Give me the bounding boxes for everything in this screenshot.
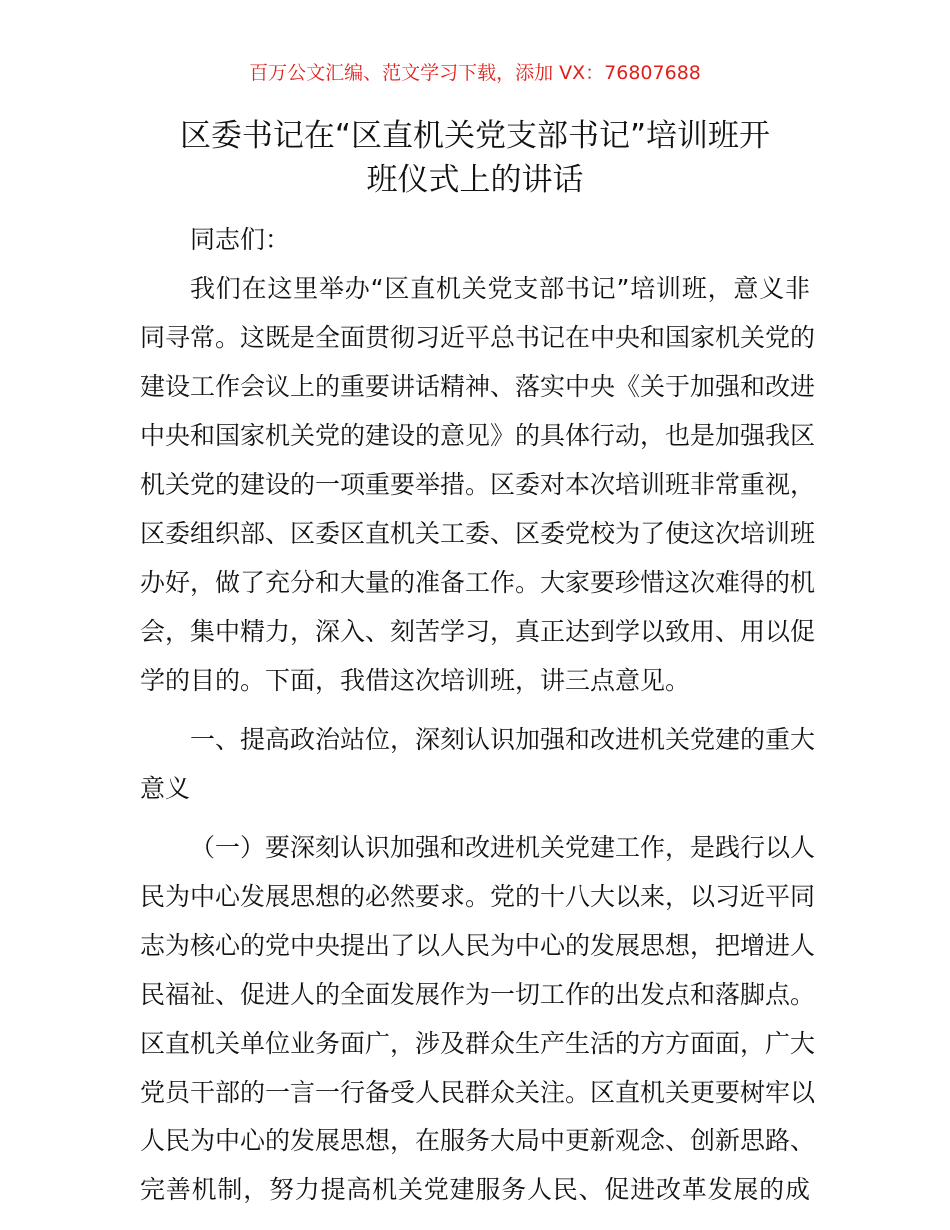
- body-line: 建设工作会议上的重要讲话精神、落实中央《关于加强和改进: [140, 372, 816, 401]
- body-line: 志为核心的党中央提出了以人民为中心的发展思想，把增进人: [140, 931, 816, 960]
- section-heading: 一、提高政治站位，深刻认识加强和改进机关党建的重大: [190, 725, 816, 754]
- body-line: 完善机制，努力提高机关党建服务人民、促进改革发展的成: [140, 1175, 810, 1204]
- body-line: 会，集中精力，深入、刻苦学习，真正达到学以致用、用以促: [140, 617, 816, 646]
- body-line: 办好，做了充分和大量的准备工作。大家要珍惜这次难得的机: [140, 568, 816, 597]
- section-heading-cont: 意义: [140, 774, 191, 803]
- body-line: 民福祉、促进人的全面发展作为一切工作的出发点和落脚点。: [140, 980, 816, 1009]
- subsection-line: （一）要深刻认识加强和改进机关党建工作，是践行以人: [190, 833, 816, 862]
- body-line: 人民为中心的发展思想，在服务大局中更新观念、创新思路、: [140, 1126, 816, 1155]
- body-line: 学的目的。下面，我借这次培训班，讲三点意见。: [140, 666, 691, 695]
- watermark-banner: 百万公文汇编、范文学习下载，添加 VX：76807688: [249, 62, 701, 84]
- body-line: 机关党的建设的一项重要举措。区委对本次培训班非常重视，: [140, 470, 816, 499]
- body-line: 区委组织部、区委区直机关工委、区委党校为了使这次培训班: [140, 519, 816, 548]
- document-title-line-2: 班仪式上的讲话: [366, 162, 584, 198]
- body-line: 中央和国家机关党的建设的意见》的具体行动，也是加强我区: [140, 421, 816, 450]
- body-line: 同寻常。这既是全面贯彻习近平总书记在中央和国家机关党的: [140, 323, 816, 352]
- body-line: 我们在这里举办“区直机关党支部书记”培训班，意义非: [190, 274, 810, 303]
- document-title-line-1: 区委书记在“区直机关党支部书记”培训班开: [179, 118, 771, 154]
- salutation: 同志们：: [190, 225, 291, 254]
- body-line: 区直机关单位业务面广，涉及群众生产生活的方方面面，广大: [140, 1029, 816, 1058]
- body-line: 民为中心发展思想的必然要求。党的十八大以来，以习近平同: [140, 882, 816, 911]
- body-line: 党员干部的一言一行备受人民群众关注。区直机关更要树牢以: [140, 1078, 816, 1107]
